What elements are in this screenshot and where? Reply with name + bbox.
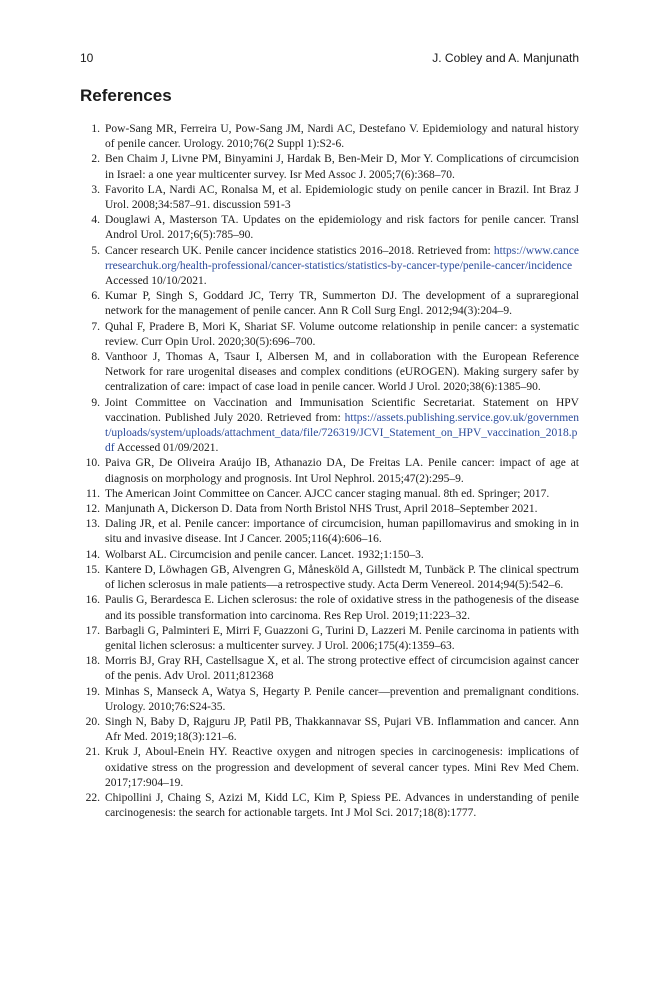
- reference-body: [105, 685, 579, 715]
- reference-body: [105, 289, 579, 319]
- running-head: J. Cobley and A. Manjunath: [432, 51, 579, 65]
- reference-number: 14.: [85, 548, 100, 561]
- reference-number: 4.: [91, 214, 100, 227]
- reference-item: [80, 152, 579, 182]
- reference-item: [80, 456, 579, 486]
- reference-text: The American Joint Committee on Cancer. AJCC cancer staging manual. 8th ed. Springer; 2017.: [105, 487, 550, 500]
- reference-text: Barbagli G, Palminteri E, Mirri F, Guazzoni G, Turini D, Lazzeri M. Penile carcinoma in patients with genital lichen sclerosus: a multicenter survey. J Urol. 2006;175(4):1359–63.: [105, 624, 579, 652]
- reference-number: 7.: [91, 320, 100, 333]
- reference-text: Kumar P, Singh S, Goddard JC, Terry TR, Summerton DJ. The development of a supraregional network for the management of penile cancer. Ann R Coll Surg Engl. 2012;94(3):204–9.: [105, 290, 579, 318]
- section-title: References: [80, 86, 172, 105]
- reference-text: Chipollini J, Chaing S, Azizi M, Kidd LC, Kim P, Spiess PE. Advances in understanding of penile carcinogenesis: the search for actionable targets. Int J Mol Sci. 2017;18(8):1777.: [105, 791, 579, 820]
- reference-item: [80, 593, 579, 623]
- reference-number: 1.: [91, 123, 100, 135]
- reference-accessed-date: Accessed 10/10/2021.: [105, 275, 207, 288]
- reference-text: Vanthoor J, Thomas A, Tsaur I, Albersen M, and in collaboration with the European Reference Network for rare urogenital diseases and complex conditions (eUROGEN). Making surgery safer by centralization of care: impact of case load in penile cancer. World J Urol. 2020;38(6):1385–90.: [105, 351, 579, 394]
- reference-body: [105, 320, 579, 350]
- reference-accessed-date: Accessed 01/09/2021.: [114, 442, 219, 455]
- reference-body: [105, 593, 579, 623]
- reference-number: 10.: [85, 457, 100, 470]
- reference-body: [105, 350, 579, 396]
- reference-text: Paulis G, Berardesca E. Lichen sclerosus: the role of oxidative stress in the pathogenesis of the disease and its possible transformation into carcinoma. Res Rep Urol. 2019;11:223–32.: [105, 594, 579, 622]
- reference-body: [105, 624, 579, 654]
- reference-body: [105, 745, 579, 791]
- reference-number: 12.: [85, 503, 100, 516]
- reference-number: 16.: [85, 594, 100, 607]
- reference-text: Quhal F, Pradere B, Mori K, Shariat SF. Volume outcome relationship in penile cancer: a systematic review. Curr Opin Urol. 2020;30(5):696–700.: [105, 320, 579, 348]
- reference-text: Daling JR, et al. Penile cancer: importance of circumcision, human papillomavirus and smoking in in situ and invasive disease. Int J Cancer. 2005;116(4):606–16.: [105, 518, 579, 546]
- reference-number: 3.: [91, 183, 100, 196]
- reference-item: [80, 183, 579, 213]
- reference-body: [105, 244, 579, 290]
- reference-item: [80, 487, 579, 502]
- reference-item: [80, 320, 579, 350]
- reference-item: [80, 715, 579, 745]
- reference-item: [80, 350, 579, 396]
- reference-body: [105, 517, 579, 547]
- reference-list: [80, 122, 579, 821]
- reference-number: 9.: [91, 396, 100, 409]
- reference-text: Manjunath A, Dickerson D. Data from North Bristol NHS Trust, April 2018–September 2021.: [105, 503, 538, 516]
- reference-item: [80, 213, 579, 243]
- reference-item: [80, 563, 579, 593]
- reference-text: Kantere D, Löwhagen GB, Alvengren G, Månesköld A, Gillstedt M, Tunbäck P. The clinical spectrum of lichen sclerosus in male patients—a retrospective study. Acta Derm Venereol. 2014;94(5):542–6.: [105, 563, 579, 592]
- reference-body: [105, 502, 579, 517]
- reference-text: Singh N, Baby D, Rajguru JP, Patil PB, Thakkannavar SS, Pujari VB. Inflammation and cancer. Ann Afr Med. 2019;18(3):121–6.: [105, 715, 579, 744]
- reference-number: 2.: [91, 153, 100, 166]
- reference-item: [80, 289, 579, 319]
- reference-number: 13.: [85, 518, 100, 531]
- reference-text: Pow-Sang MR, Ferreira U, Pow-Sang JM, Nardi AC, Destefano V. Epidemiology and natural history of penile cancer. Urology. 2010;76(2 Suppl 1):S2-6.: [105, 123, 579, 151]
- reference-text: Minhas S, Manseck A, Watya S, Hegarty P. Penile cancer—prevention and premalignant conditions. Urology. 2010;76:S24-35.: [105, 685, 579, 713]
- reference-link[interactable]: https://assets.publishing.service.gov.uk/government/uploads/system/uploads/attachment_data/file/726319/JCVI_Statement_on_HPV_vaccination_2018.pdf: [105, 411, 579, 455]
- reference-number: 21.: [85, 746, 100, 759]
- reference-item: [80, 122, 579, 152]
- reference-body: [105, 213, 579, 243]
- reference-item: [80, 654, 579, 684]
- reference-item: [80, 244, 579, 290]
- reference-number: 22.: [85, 791, 100, 804]
- reference-item: [80, 548, 579, 563]
- reference-item: [80, 791, 579, 821]
- reference-body: [105, 456, 579, 486]
- reference-number: 20.: [85, 715, 100, 728]
- reference-body: [105, 791, 579, 821]
- reference-body: [105, 122, 579, 152]
- reference-body: [105, 183, 579, 213]
- reference-body: [105, 487, 579, 502]
- reference-item: [80, 685, 579, 715]
- reference-number: 8.: [91, 351, 100, 364]
- reference-text: Morris BJ, Gray RH, Castellsague X, et al. The strong protective effect of circumcision against cancer of the penis. Adv Urol. 2011;812368: [105, 655, 579, 683]
- reference-number: 19.: [85, 685, 100, 698]
- reference-body: [105, 548, 579, 563]
- reference-item: [80, 517, 579, 547]
- reference-number: 18.: [85, 655, 100, 668]
- reference-text: Favorito LA, Nardi AC, Ronalsa M, et al. Epidemiologic study on penile cancer in Brazil. Int Braz J Urol. 2008;34:587–91. discussion 591-3: [105, 183, 579, 212]
- reference-item: [80, 502, 579, 517]
- reference-number: 15.: [85, 563, 100, 576]
- reference-number: 5.: [91, 244, 100, 257]
- reference-body: [105, 715, 579, 745]
- reference-number: 6.: [91, 290, 100, 303]
- reference-text: Kruk J, Aboul-Enein HY. Reactive oxygen and nitrogen species in carcinogenesis: implications of oxidative stress on the progression and development of several cancer types. Mini Rev Med Chem. 2017;17:904–19.: [105, 746, 579, 789]
- reference-text: Joint Committee on Vaccination and Immunisation Scientific Secretariat. Statement on HPV vaccination. Published July 2020. Retrieved from:: [105, 396, 579, 424]
- reference-number: 11.: [86, 487, 100, 500]
- reference-body: [105, 396, 579, 457]
- reference-item: [80, 396, 579, 457]
- reference-link[interactable]: https://www.cancerresearchuk.org/health-professional/cancer-statistics/statistics-by-cancer-type/penile-cancer/incidence: [105, 244, 579, 272]
- reference-body: [105, 654, 579, 684]
- reference-text: Paiva GR, De Oliveira Araújo IB, Athanazio DA, De Freitas LA. Penile cancer: impact of age at diagnosis on morphology and prognosis. Int Urol Nephrol. 2015;47(2):295–9.: [105, 457, 579, 485]
- reference-text: Wolbarst AL. Circumcision and penile cancer. Lancet. 1932;1:150–3.: [105, 548, 424, 561]
- reference-item: [80, 745, 579, 791]
- reference-text: Douglawi A, Masterson TA. Updates on the epidemiology and risk factors for penile cancer. Transl Androl Urol. 2017;6(5):785–90.: [105, 214, 579, 242]
- page-header: [80, 51, 579, 69]
- reference-body: [105, 152, 579, 182]
- reference-item: [80, 624, 579, 654]
- page-number: 10: [80, 51, 94, 65]
- reference-text: Ben Chaim J, Livne PM, Binyamini J, Hardak B, Ben-Meir D, Mor Y. Complications of circumcision in Israel: a one year multicenter survey. Isr Med Assoc J. 2005;7(6):368–70.: [105, 153, 579, 181]
- reference-text: Cancer research UK. Penile cancer incidence statistics 2016–2018. Retrieved from:: [105, 244, 494, 257]
- reference-number: 17.: [85, 624, 100, 637]
- reference-body: [105, 563, 579, 593]
